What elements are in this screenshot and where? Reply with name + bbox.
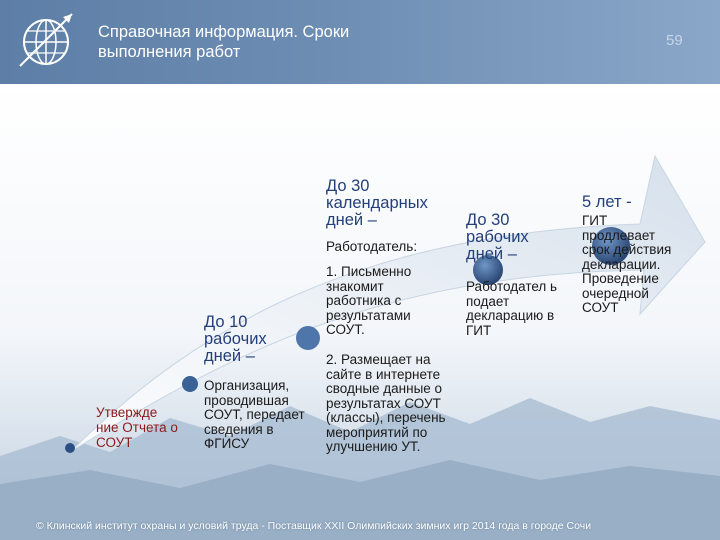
step3-heading: До 30 календарных дней –: [326, 177, 428, 229]
page-title: Справочная информация. Сроки выполнения работ: [98, 23, 350, 61]
step5-heading: 5 лет -: [582, 193, 632, 211]
step3-item-2: 2. Размещает на сайте в интернете сводные данные о результатах СОУТ (классы), перечень мероприятий по улучшению УТ.: [326, 352, 446, 454]
footer-copyright: © Клинский институт охраны и условий труда - Поставщик XXII Олимпийских зимних игр 2014 года в городе Сочи: [36, 520, 592, 532]
step2-body: Организация, проводившая СОУТ, передает сведения в ФГИСУ: [204, 378, 305, 451]
step5-body: ГИТ продлевает срок действия декларации. Проведение очередной СОУТ: [582, 213, 672, 315]
step3-item-1: 1. Письменно знакомит работника с результатами СОУТ.: [326, 264, 412, 337]
header-bar: [0, 0, 720, 84]
milestone-dot-1: [65, 443, 75, 453]
step1-heading: Утвержде ние Отчета о СОУТ: [96, 405, 178, 450]
milestone-dot-3: [296, 326, 320, 350]
step3-employer: Работодатель:: [326, 239, 418, 254]
page-number: 59: [666, 32, 683, 49]
step4-body: Работодател ь подает декларацию в ГИТ: [466, 279, 558, 338]
globe-logo-icon: [14, 8, 78, 72]
milestone-dot-2: [182, 376, 198, 392]
step2-heading: До 10 рабочих дней –: [204, 313, 267, 365]
step4-heading: До 30 рабочих дней –: [466, 211, 529, 263]
